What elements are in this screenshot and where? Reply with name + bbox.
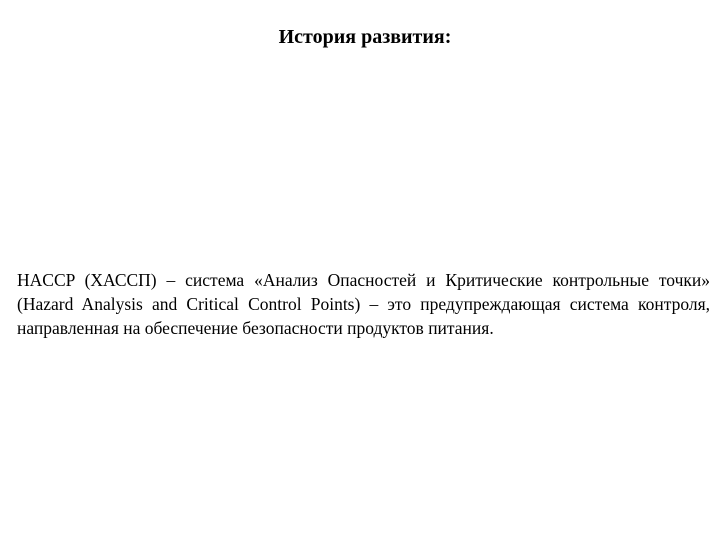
slide-title: История развития: — [278, 26, 452, 48]
slide-body-paragraph: HACCP (ХАССП) – система «Анализ Опасностей и Критические контрольные точки» (Hazard Analysis and Critical Control Points) – это предупреждающая система контроля, направленная на обеспечение безопасности продуктов питания. — [17, 270, 710, 338]
slide-title-container — [0, 24, 720, 50]
